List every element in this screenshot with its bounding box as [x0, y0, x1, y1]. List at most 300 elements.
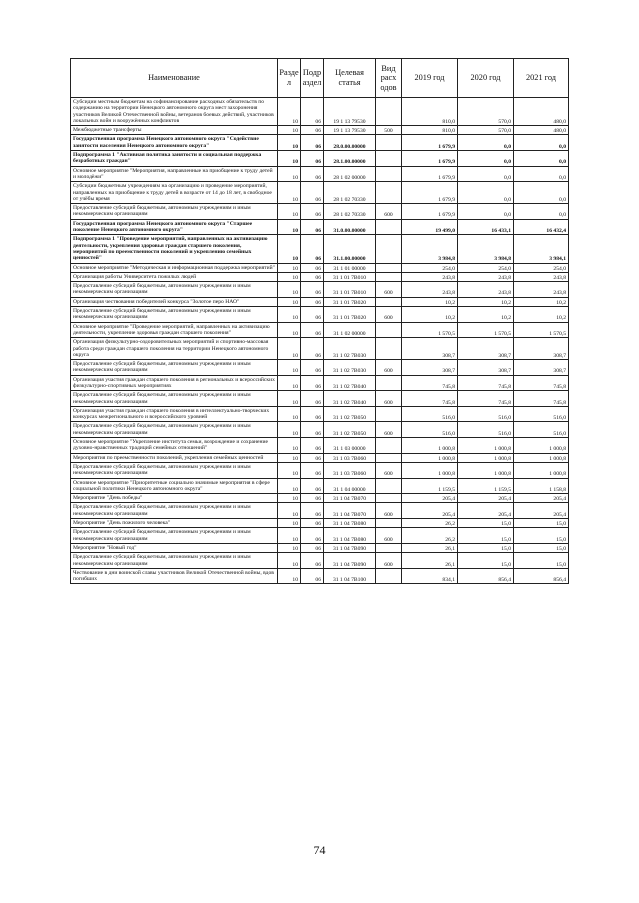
cell-section: 10 [278, 519, 301, 528]
cell-expense-type [376, 263, 402, 272]
cell-name: Подпрограмма 1 "Проведение мероприятий, направленных на активизацию деятельности, укрепления здоровья граждан старшего поколения, мероприятий по преемственности поколений и укреплению семейных ценностей" [71, 235, 278, 263]
table-row [71, 478, 569, 494]
cell-section: 10 [278, 182, 301, 204]
table-row [71, 406, 569, 422]
cell-target-code: 19 1 13 79530 [324, 126, 376, 135]
cell-2020: 0,0 [458, 204, 514, 220]
cell-2020: 745,8 [458, 391, 514, 407]
cell-2020: 1 159,5 [458, 478, 514, 494]
cell-2020: 1 000,8 [458, 438, 514, 454]
cell-2019: 1 570,5 [402, 322, 458, 338]
cell-2020: 10,2 [458, 307, 514, 323]
table-row [71, 453, 569, 462]
cell-subsection: 06 [301, 453, 324, 462]
cell-target-code: 31 1 01 7B010 [324, 282, 376, 298]
cell-section: 10 [278, 204, 301, 220]
table-row [71, 462, 569, 478]
cell-section: 10 [278, 406, 301, 422]
cell-expense-type: 600 [376, 204, 402, 220]
cell-2021: 308,7 [514, 338, 569, 360]
cell-2021: 243,8 [514, 282, 569, 298]
cell-section: 10 [278, 272, 301, 281]
cell-2020: 254,0 [458, 263, 514, 272]
cell-2020: 308,7 [458, 338, 514, 360]
cell-subsection: 06 [301, 235, 324, 263]
table-row [71, 151, 569, 167]
cell-2020: 1 570,5 [458, 322, 514, 338]
cell-expense-type [376, 543, 402, 552]
cell-expense-type [376, 478, 402, 494]
cell-target-code: 28.0.00.00000 [324, 135, 376, 151]
header-2021: 2021 год [514, 59, 569, 98]
cell-2019: 26,1 [402, 553, 458, 569]
cell-subsection: 06 [301, 519, 324, 528]
cell-section: 10 [278, 494, 301, 503]
cell-2020: 1 000,8 [458, 462, 514, 478]
cell-expense-type [376, 453, 402, 462]
cell-target-code: 31 1 04 7B090 [324, 543, 376, 552]
cell-2020: 0,0 [458, 135, 514, 151]
cell-expense-type: 600 [376, 422, 402, 438]
cell-name: Основное мероприятие "Проведение мероприятий, направленных на активизацию деятельности, укрепление здоровья граждан старшего поколения" [71, 322, 278, 338]
page-number: 74 [313, 843, 326, 857]
cell-section: 10 [278, 338, 301, 360]
cell-2021: 243,8 [514, 272, 569, 281]
cell-expense-type [376, 219, 402, 235]
cell-expense-type: 600 [376, 307, 402, 323]
table-row [71, 182, 569, 204]
cell-name: Организация чествования победителей конкурса "Золотое перо НАО" [71, 297, 278, 306]
cell-target-code: 31 1 03 00000 [324, 438, 376, 454]
cell-2019: 810,0 [402, 98, 458, 126]
cell-target-code: 28 1 02 70330 [324, 182, 376, 204]
cell-2021: 0,0 [514, 166, 569, 182]
table-row [71, 391, 569, 407]
cell-2019: 26,2 [402, 528, 458, 544]
header-target: Целевая статья [324, 59, 376, 98]
cell-section: 10 [278, 219, 301, 235]
cell-2021: 745,8 [514, 391, 569, 407]
cell-expense-type [376, 519, 402, 528]
cell-subsection: 06 [301, 151, 324, 167]
table-row [71, 307, 569, 323]
cell-expense-type [376, 494, 402, 503]
cell-name: Организация физкультурно-оздоровительных мероприятий и спортивно-массовая работа среди граждан старшего поколения на территории Ненецкого автономного округа [71, 338, 278, 360]
cell-target-code: 31 1 04 7B090 [324, 553, 376, 569]
cell-section: 10 [278, 360, 301, 376]
cell-2021: 1 000,8 [514, 462, 569, 478]
cell-subsection: 06 [301, 360, 324, 376]
header-name: Наименование [71, 59, 278, 98]
cell-section: 10 [278, 151, 301, 167]
header-expense-type: Вид расх одов [376, 59, 402, 98]
cell-subsection: 06 [301, 204, 324, 220]
cell-2021: 205,4 [514, 503, 569, 519]
cell-subsection: 06 [301, 478, 324, 494]
header-section: Разде л [278, 59, 301, 98]
cell-2021: 3 984,1 [514, 235, 569, 263]
cell-2021: 0,0 [514, 151, 569, 167]
cell-section: 10 [278, 135, 301, 151]
cell-2020: 0,0 [458, 182, 514, 204]
cell-expense-type [376, 151, 402, 167]
table-row [71, 338, 569, 360]
cell-subsection: 06 [301, 135, 324, 151]
cell-2020: 15,0 [458, 519, 514, 528]
cell-2020: 3 984,8 [458, 235, 514, 263]
cell-section: 10 [278, 453, 301, 462]
cell-section: 10 [278, 126, 301, 135]
cell-target-code: 31 1 04 7B080 [324, 519, 376, 528]
cell-2020: 745,8 [458, 375, 514, 391]
cell-name: Межбюджетные трансферты [71, 126, 278, 135]
cell-target-code: 31 1 02 7B030 [324, 360, 376, 376]
cell-name: Предоставление субсидий бюджетным, автономным учреждениям и иным некоммерческим организациям [71, 462, 278, 478]
cell-section: 10 [278, 462, 301, 478]
table-row [71, 297, 569, 306]
cell-2021: 516,0 [514, 422, 569, 438]
cell-section: 10 [278, 528, 301, 544]
cell-subsection: 06 [301, 282, 324, 298]
cell-2019: 26,1 [402, 543, 458, 552]
cell-target-code: 31 1 02 00000 [324, 322, 376, 338]
cell-section: 10 [278, 543, 301, 552]
table-row [71, 519, 569, 528]
cell-target-code: 31.0.00.00000 [324, 219, 376, 235]
table-row [71, 503, 569, 519]
cell-2020: 243,8 [458, 272, 514, 281]
budget-table [70, 58, 569, 584]
table-row [71, 494, 569, 503]
table-row [71, 98, 569, 126]
cell-2021: 254,0 [514, 263, 569, 272]
cell-2019: 516,0 [402, 406, 458, 422]
table-row [71, 553, 569, 569]
cell-2021: 16 432,4 [514, 219, 569, 235]
cell-2021: 0,0 [514, 204, 569, 220]
cell-section: 10 [278, 391, 301, 407]
cell-2020: 15,0 [458, 543, 514, 552]
cell-target-code: 31 1 01 7B010 [324, 272, 376, 281]
table-row [71, 263, 569, 272]
header-2020: 2020 год [458, 59, 514, 98]
table-row [71, 438, 569, 454]
cell-2021: 15,0 [514, 553, 569, 569]
cell-expense-type [376, 338, 402, 360]
cell-target-code: 31 1 04 7B070 [324, 503, 376, 519]
cell-name: Мероприятия по преемственности поколений, укрепления семейных ценностей [71, 453, 278, 462]
cell-2021: 10,2 [514, 307, 569, 323]
cell-2019: 1 000,8 [402, 453, 458, 462]
cell-section: 10 [278, 166, 301, 182]
cell-2021: 10,2 [514, 297, 569, 306]
cell-subsection: 06 [301, 528, 324, 544]
cell-section: 10 [278, 503, 301, 519]
cell-name: Предоставление субсидий бюджетным, автономным учреждениям и иным некоммерческим организациям [71, 553, 278, 569]
cell-subsection: 06 [301, 543, 324, 552]
cell-subsection: 06 [301, 98, 324, 126]
cell-subsection: 06 [301, 375, 324, 391]
cell-expense-type [376, 297, 402, 306]
cell-2021: 1 000,8 [514, 438, 569, 454]
cell-expense-type [376, 406, 402, 422]
cell-name: Мероприятие "День пожилого человека" [71, 519, 278, 528]
cell-2021: 1 570,5 [514, 322, 569, 338]
cell-subsection: 06 [301, 263, 324, 272]
cell-2019: 254,0 [402, 263, 458, 272]
cell-name: Предоставление субсидий бюджетным, автономным учреждениям и иным некоммерческим организациям [71, 503, 278, 519]
cell-expense-type [376, 322, 402, 338]
cell-name: Основное мероприятие "Приоритетные социально значимые мероприятия в сфере социальной политики Ненецкого автономного округа" [71, 478, 278, 494]
cell-name: Предоставление субсидий бюджетным, автономным учреждениям и иным некоммерческим организациям [71, 391, 278, 407]
cell-2019: 745,8 [402, 391, 458, 407]
table-row [71, 360, 569, 376]
cell-name: Организация работы Университета пожилых людей [71, 272, 278, 281]
table-row [71, 375, 569, 391]
cell-2020: 856,4 [458, 568, 514, 584]
cell-2020: 15,0 [458, 553, 514, 569]
cell-name: Субсидии местным бюджетам на софинансирование расходных обязательств по содержанию на территории Ненецкого автономного округа мест захоронения участников Великой Отечественной войны, ветеранов боевых действий, участников локальных войн и вооружённых конфликтов [71, 98, 278, 126]
cell-expense-type [376, 166, 402, 182]
cell-target-code: 31 1 01 7B020 [324, 297, 376, 306]
cell-expense-type [376, 375, 402, 391]
cell-target-code: 31 1 02 7B040 [324, 375, 376, 391]
cell-2019: 810,0 [402, 126, 458, 135]
cell-2020: 0,0 [458, 166, 514, 182]
cell-section: 10 [278, 297, 301, 306]
cell-target-code: 19 1 13 79530 [324, 98, 376, 126]
cell-2019: 1 679,9 [402, 182, 458, 204]
table-row [71, 422, 569, 438]
cell-2020: 205,4 [458, 503, 514, 519]
cell-target-code: 31 1 01 00000 [324, 263, 376, 272]
cell-2019: 243,8 [402, 282, 458, 298]
cell-subsection: 06 [301, 568, 324, 584]
cell-subsection: 06 [301, 462, 324, 478]
cell-target-code: 31 1 02 7B040 [324, 391, 376, 407]
cell-name: Предоставление субсидий бюджетным, автономным учреждениям и иным некоммерческим организациям [71, 422, 278, 438]
table-row [71, 528, 569, 544]
cell-target-code: 31 1 02 7B050 [324, 422, 376, 438]
cell-name: Основное мероприятие "Методическая и информационная поддержка мероприятий" [71, 263, 278, 272]
cell-2019: 10,2 [402, 307, 458, 323]
cell-subsection: 06 [301, 338, 324, 360]
table-row [71, 272, 569, 281]
cell-2019: 205,4 [402, 503, 458, 519]
header-subsection: Подр аздел [301, 59, 324, 98]
cell-name: Государственная программа Ненецкого автономного округа "Содействие занятости населения Ненецкого автономного округа" [71, 135, 278, 151]
cell-target-code: 31 1 03 7B060 [324, 453, 376, 462]
cell-name: Основное мероприятие "Мероприятия, направленные на приобщение к труду детей и молодёжи" [71, 166, 278, 182]
cell-2021: 205,4 [514, 494, 569, 503]
cell-subsection: 06 [301, 272, 324, 281]
cell-target-code: 31 1 04 7B080 [324, 528, 376, 544]
cell-expense-type [376, 135, 402, 151]
cell-2021: 15,0 [514, 528, 569, 544]
cell-2020: 243,8 [458, 282, 514, 298]
cell-subsection: 06 [301, 182, 324, 204]
cell-expense-type [376, 568, 402, 584]
cell-subsection: 06 [301, 307, 324, 323]
cell-2019: 1 000,8 [402, 438, 458, 454]
cell-section: 10 [278, 98, 301, 126]
cell-2019: 1 159,5 [402, 478, 458, 494]
cell-2021: 15,0 [514, 543, 569, 552]
cell-2020: 10,2 [458, 297, 514, 306]
cell-2019: 10,2 [402, 297, 458, 306]
cell-2021: 308,7 [514, 360, 569, 376]
cell-name: Субсидии бюджетным учреждениям на организацию и проведение мероприятий, направленных на приобщение к труду детей в возрасте от 14 до 18 лет, в свободное от учёбы время [71, 182, 278, 204]
table-row [71, 282, 569, 298]
cell-target-code: 31 1 04 7B100 [324, 568, 376, 584]
cell-2021: 856,4 [514, 568, 569, 584]
cell-target-code: 31 1 04 7B070 [324, 494, 376, 503]
cell-name: Предоставление субсидий бюджетным, автономным учреждениям и иным некоммерческим организациям [71, 282, 278, 298]
table-row [71, 135, 569, 151]
cell-2019: 205,4 [402, 494, 458, 503]
cell-name: Организация участия граждан старшего поколения в интеллектуально-творческих конкурсах межрегионального и всероссийского уровней [71, 406, 278, 422]
cell-expense-type: 600 [376, 528, 402, 544]
cell-name: Государственная программа Ненецкого автономного округа "Старшее поколение Ненецкого автономного округа" [71, 219, 278, 235]
cell-2020: 570,0 [458, 126, 514, 135]
cell-2019: 1 000,8 [402, 462, 458, 478]
cell-2021: 480,0 [514, 98, 569, 126]
header-2019: 2019 год [402, 59, 458, 98]
cell-2021: 0,0 [514, 182, 569, 204]
cell-subsection: 06 [301, 503, 324, 519]
cell-section: 10 [278, 422, 301, 438]
cell-target-code: 28 1 02 00000 [324, 166, 376, 182]
cell-2020: 0,0 [458, 151, 514, 167]
cell-target-code: 31 1 02 7B030 [324, 338, 376, 360]
table-row [71, 543, 569, 552]
cell-section: 10 [278, 322, 301, 338]
document-sheet [70, 58, 568, 584]
cell-2019: 516,0 [402, 422, 458, 438]
table-row [71, 204, 569, 220]
cell-2019: 3 984,8 [402, 235, 458, 263]
cell-2020: 516,0 [458, 406, 514, 422]
cell-section: 10 [278, 375, 301, 391]
cell-2019: 19 499,0 [402, 219, 458, 235]
cell-subsection: 06 [301, 553, 324, 569]
cell-2019: 1 679,9 [402, 135, 458, 151]
cell-expense-type: 600 [376, 391, 402, 407]
cell-subsection: 06 [301, 322, 324, 338]
table-row [71, 219, 569, 235]
cell-target-code: 28 1 02 70330 [324, 204, 376, 220]
cell-name: Предоставление субсидий бюджетным, автономным учреждениям и иным некоммерческим организациям [71, 204, 278, 220]
cell-section: 10 [278, 553, 301, 569]
cell-subsection: 06 [301, 422, 324, 438]
cell-2019: 1 679,9 [402, 166, 458, 182]
cell-2021: 1 000,8 [514, 453, 569, 462]
cell-target-code: 31.1.00.00000 [324, 235, 376, 263]
cell-subsection: 06 [301, 406, 324, 422]
cell-name: Мероприятие "День победы" [71, 494, 278, 503]
cell-2019: 1 679,9 [402, 204, 458, 220]
cell-2019: 243,8 [402, 272, 458, 281]
cell-expense-type: 600 [376, 503, 402, 519]
cell-expense-type: 600 [376, 360, 402, 376]
table-row [71, 322, 569, 338]
cell-subsection: 06 [301, 219, 324, 235]
cell-target-code: 31 1 03 7B060 [324, 462, 376, 478]
cell-expense-type: 500 [376, 126, 402, 135]
cell-name: Мероприятие "Новый год" [71, 543, 278, 552]
cell-name: Основное мероприятие "Укрепление института семьи, возрождение и сохранение духовно-нравственных традиций семейных отношений" [71, 438, 278, 454]
table-header [71, 59, 569, 98]
cell-2021: 516,0 [514, 406, 569, 422]
cell-section: 10 [278, 568, 301, 584]
cell-target-code: 31 1 04 00000 [324, 478, 376, 494]
cell-expense-type: 600 [376, 553, 402, 569]
cell-2019: 834,1 [402, 568, 458, 584]
cell-section: 10 [278, 307, 301, 323]
cell-2021: 1 158,8 [514, 478, 569, 494]
cell-expense-type: 600 [376, 282, 402, 298]
cell-expense-type [376, 98, 402, 126]
cell-target-code: 31 1 01 7B020 [324, 307, 376, 323]
cell-2021: 0,0 [514, 135, 569, 151]
cell-2019: 308,7 [402, 338, 458, 360]
cell-name: Предоставление субсидий бюджетным, автономным учреждениям и иным некоммерческим организациям [71, 528, 278, 544]
cell-2019: 745,8 [402, 375, 458, 391]
cell-subsection: 06 [301, 126, 324, 135]
cell-name: Организация участия граждан старшего поколения в региональных и всероссийских физкультурно-спортивных мероприятиях [71, 375, 278, 391]
cell-2019: 26,2 [402, 519, 458, 528]
table-row [71, 126, 569, 135]
cell-expense-type [376, 235, 402, 263]
cell-2020: 205,4 [458, 494, 514, 503]
cell-section: 10 [278, 438, 301, 454]
cell-subsection: 06 [301, 494, 324, 503]
cell-expense-type [376, 272, 402, 281]
cell-2020: 516,0 [458, 422, 514, 438]
cell-2020: 570,0 [458, 98, 514, 126]
cell-2020: 16 433,1 [458, 219, 514, 235]
cell-name: Предоставление субсидий бюджетным, автономным учреждениям и иным некоммерческим организациям [71, 307, 278, 323]
table-row [71, 568, 569, 584]
cell-2020: 1 000,8 [458, 453, 514, 462]
cell-2020: 308,7 [458, 360, 514, 376]
cell-2021: 15,0 [514, 519, 569, 528]
cell-section: 10 [278, 282, 301, 298]
cell-section: 10 [278, 478, 301, 494]
cell-target-code: 28.1.00.00000 [324, 151, 376, 167]
cell-name: Предоставление субсидий бюджетным, автономным учреждениям и иным некоммерческим организациям [71, 360, 278, 376]
cell-name: Подпрограмма 1 "Активная политика занятости и социальная поддержка безработных граждан" [71, 151, 278, 167]
cell-section: 10 [278, 235, 301, 263]
table-row [71, 166, 569, 182]
cell-name: Чествование в дни воинской славы участников Великой Отечественной войны, вдов погибших [71, 568, 278, 584]
table-row [71, 235, 569, 263]
cell-subsection: 06 [301, 297, 324, 306]
cell-target-code: 31 1 02 7B050 [324, 406, 376, 422]
cell-2021: 480,0 [514, 126, 569, 135]
cell-2019: 308,7 [402, 360, 458, 376]
cell-2019: 1 679,9 [402, 151, 458, 167]
cell-expense-type [376, 438, 402, 454]
table-body [71, 98, 569, 584]
cell-2021: 745,8 [514, 375, 569, 391]
cell-subsection: 06 [301, 438, 324, 454]
cell-2020: 15,0 [458, 528, 514, 544]
cell-expense-type: 600 [376, 462, 402, 478]
cell-section: 10 [278, 263, 301, 272]
cell-expense-type [376, 182, 402, 204]
cell-subsection: 06 [301, 166, 324, 182]
